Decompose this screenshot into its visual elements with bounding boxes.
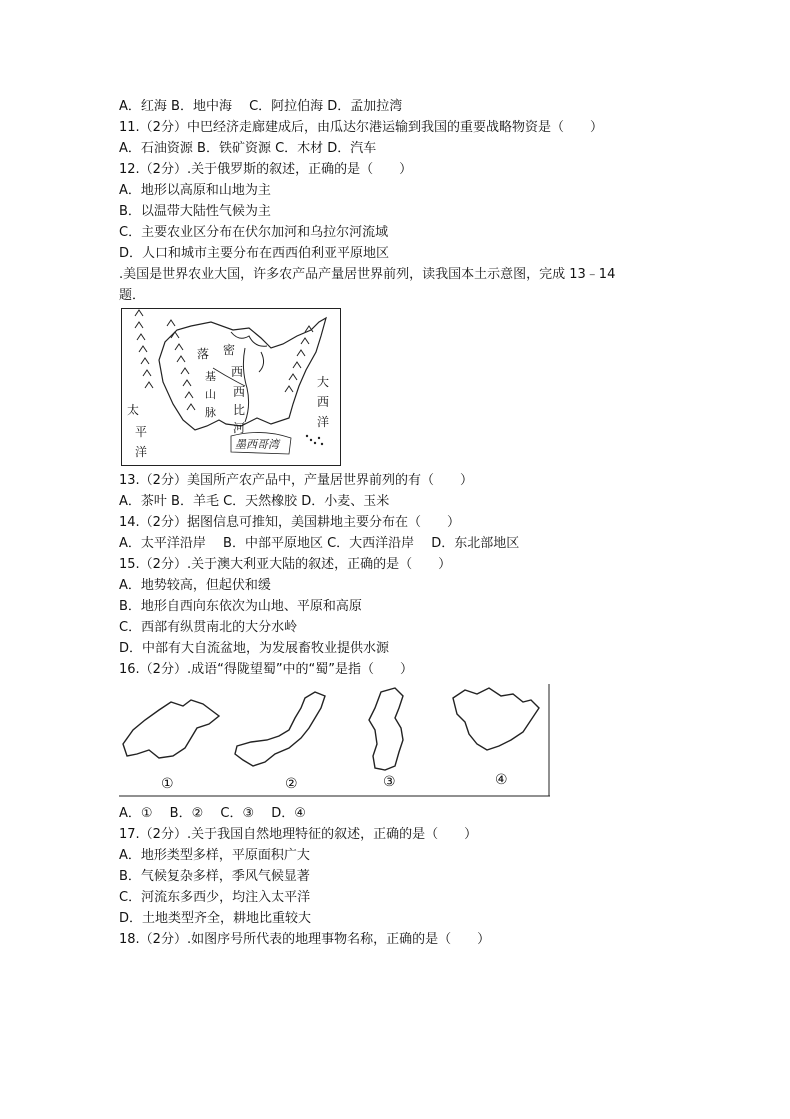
province-option-2: ② [285, 776, 298, 792]
province-option-4: ④ [495, 772, 508, 788]
map-label-rocky-3: 山 [205, 388, 216, 401]
question-18: 18.（2分）.如图序号所代表的地理事物名称，正确的是（ ） [119, 932, 491, 947]
text-line-options-11: A．石油资源 B．铁矿资源 C．木材 D．汽车 [119, 141, 377, 156]
province-option-3: ③ [383, 774, 396, 790]
map-label-atlantic-1: 大 [317, 375, 330, 389]
option-15-b: B．地形自西向东依次为山地、平原和高原 [119, 599, 362, 614]
map-label-miss-3: 西 [233, 385, 246, 399]
option-16: A．① B．② C．③ D．④ [119, 806, 306, 821]
question-14: 14.（2分）据图信息可推知，美国耕地主要分布在（ ） [119, 515, 460, 530]
option-15-c: C．西部有纵贯南北的大分水岭 [119, 620, 298, 635]
option-17-b: B．气候复杂多样，季风气候显著 [119, 869, 310, 884]
option-12-c: C．主要农业区分布在伏尔加河和乌拉尔河流域 [119, 225, 389, 240]
intro-13-14-cont: 题． [119, 288, 146, 303]
map-label-pacific-1: 太 [127, 403, 140, 417]
option-12-b: B．以温带大陆性气候为主 [119, 204, 271, 219]
map-label-miss-5: 河 [233, 421, 246, 435]
intro-13-14: .美国是世界农业大国，许多农产品产量居世界前列，读我国本土示意图，完成 13﹣14 [119, 267, 616, 282]
option-17-c: C．河流东多西少，均注入太平洋 [119, 890, 311, 905]
map-label-gulf: 墨西哥湾 [235, 438, 279, 451]
map-label-pacific-3: 洋 [135, 445, 148, 459]
text-line-options-10: A．红海 B．地中海 C．阿拉伯海 D．孟加拉湾 [119, 99, 403, 114]
province-shapes-figure [119, 684, 551, 798]
map-label-atlantic-3: 洋 [317, 415, 330, 429]
option-15-d: D．中部有大自流盆地，为发展畜牧业提供水源 [119, 641, 390, 656]
option-17-a: A．地形类型多样，平原面积广大 [119, 848, 310, 863]
question-16: 16.（2分）.成语“得陇望蜀”中的“蜀”是指（ ） [119, 662, 414, 677]
map-label-rocky-4: 脉 [205, 406, 216, 419]
map-label-miss-4: 比 [233, 403, 246, 417]
option-14: A．太平洋沿岸 B．中部平原地区 C．大西洋沿岸 D．东北部地区 [119, 536, 520, 551]
option-13: A．茶叶 B．羊毛 C．天然橡胶 D．小麦、玉米 [119, 494, 390, 509]
question-12: 12.（2分）.关于俄罗斯的叙述，正确的是（ ） [119, 162, 413, 177]
option-17-d: D．土地类型齐全，耕地比重较大 [119, 911, 312, 926]
map-label-rocky-1: 落 [197, 347, 210, 361]
map-label-pacific-2: 平 [135, 425, 148, 439]
question-17: 17.（2分）.关于我国自然地理特征的叙述，正确的是（ ） [119, 827, 478, 842]
map-label-atlantic-2: 西 [317, 395, 330, 409]
question-11: 11.（2分）中巴经济走廊建成后，由瓜达尔港运输到我国的重要战略物资是（ ） [119, 120, 603, 135]
question-13: 13.（2分）美国所产农产品中，产量居世界前列的有（ ） [119, 473, 473, 488]
map-label-rocky-2: 基 [205, 370, 216, 383]
map-label-miss-2: 西 [231, 365, 244, 379]
province-option-1: ① [161, 776, 174, 792]
usa-map-figure [121, 308, 341, 466]
option-12-d: D．人口和城市主要分布在西西伯利亚平原地区 [119, 246, 390, 261]
question-15: 15.（2分）.关于澳大利亚大陆的叙述，正确的是（ ） [119, 557, 452, 572]
map-label-miss-1: 密 [223, 343, 236, 357]
option-12-a: A．地形以高原和山地为主 [119, 183, 271, 198]
option-15-a: A．地势较高，但起伏和缓 [119, 578, 271, 593]
